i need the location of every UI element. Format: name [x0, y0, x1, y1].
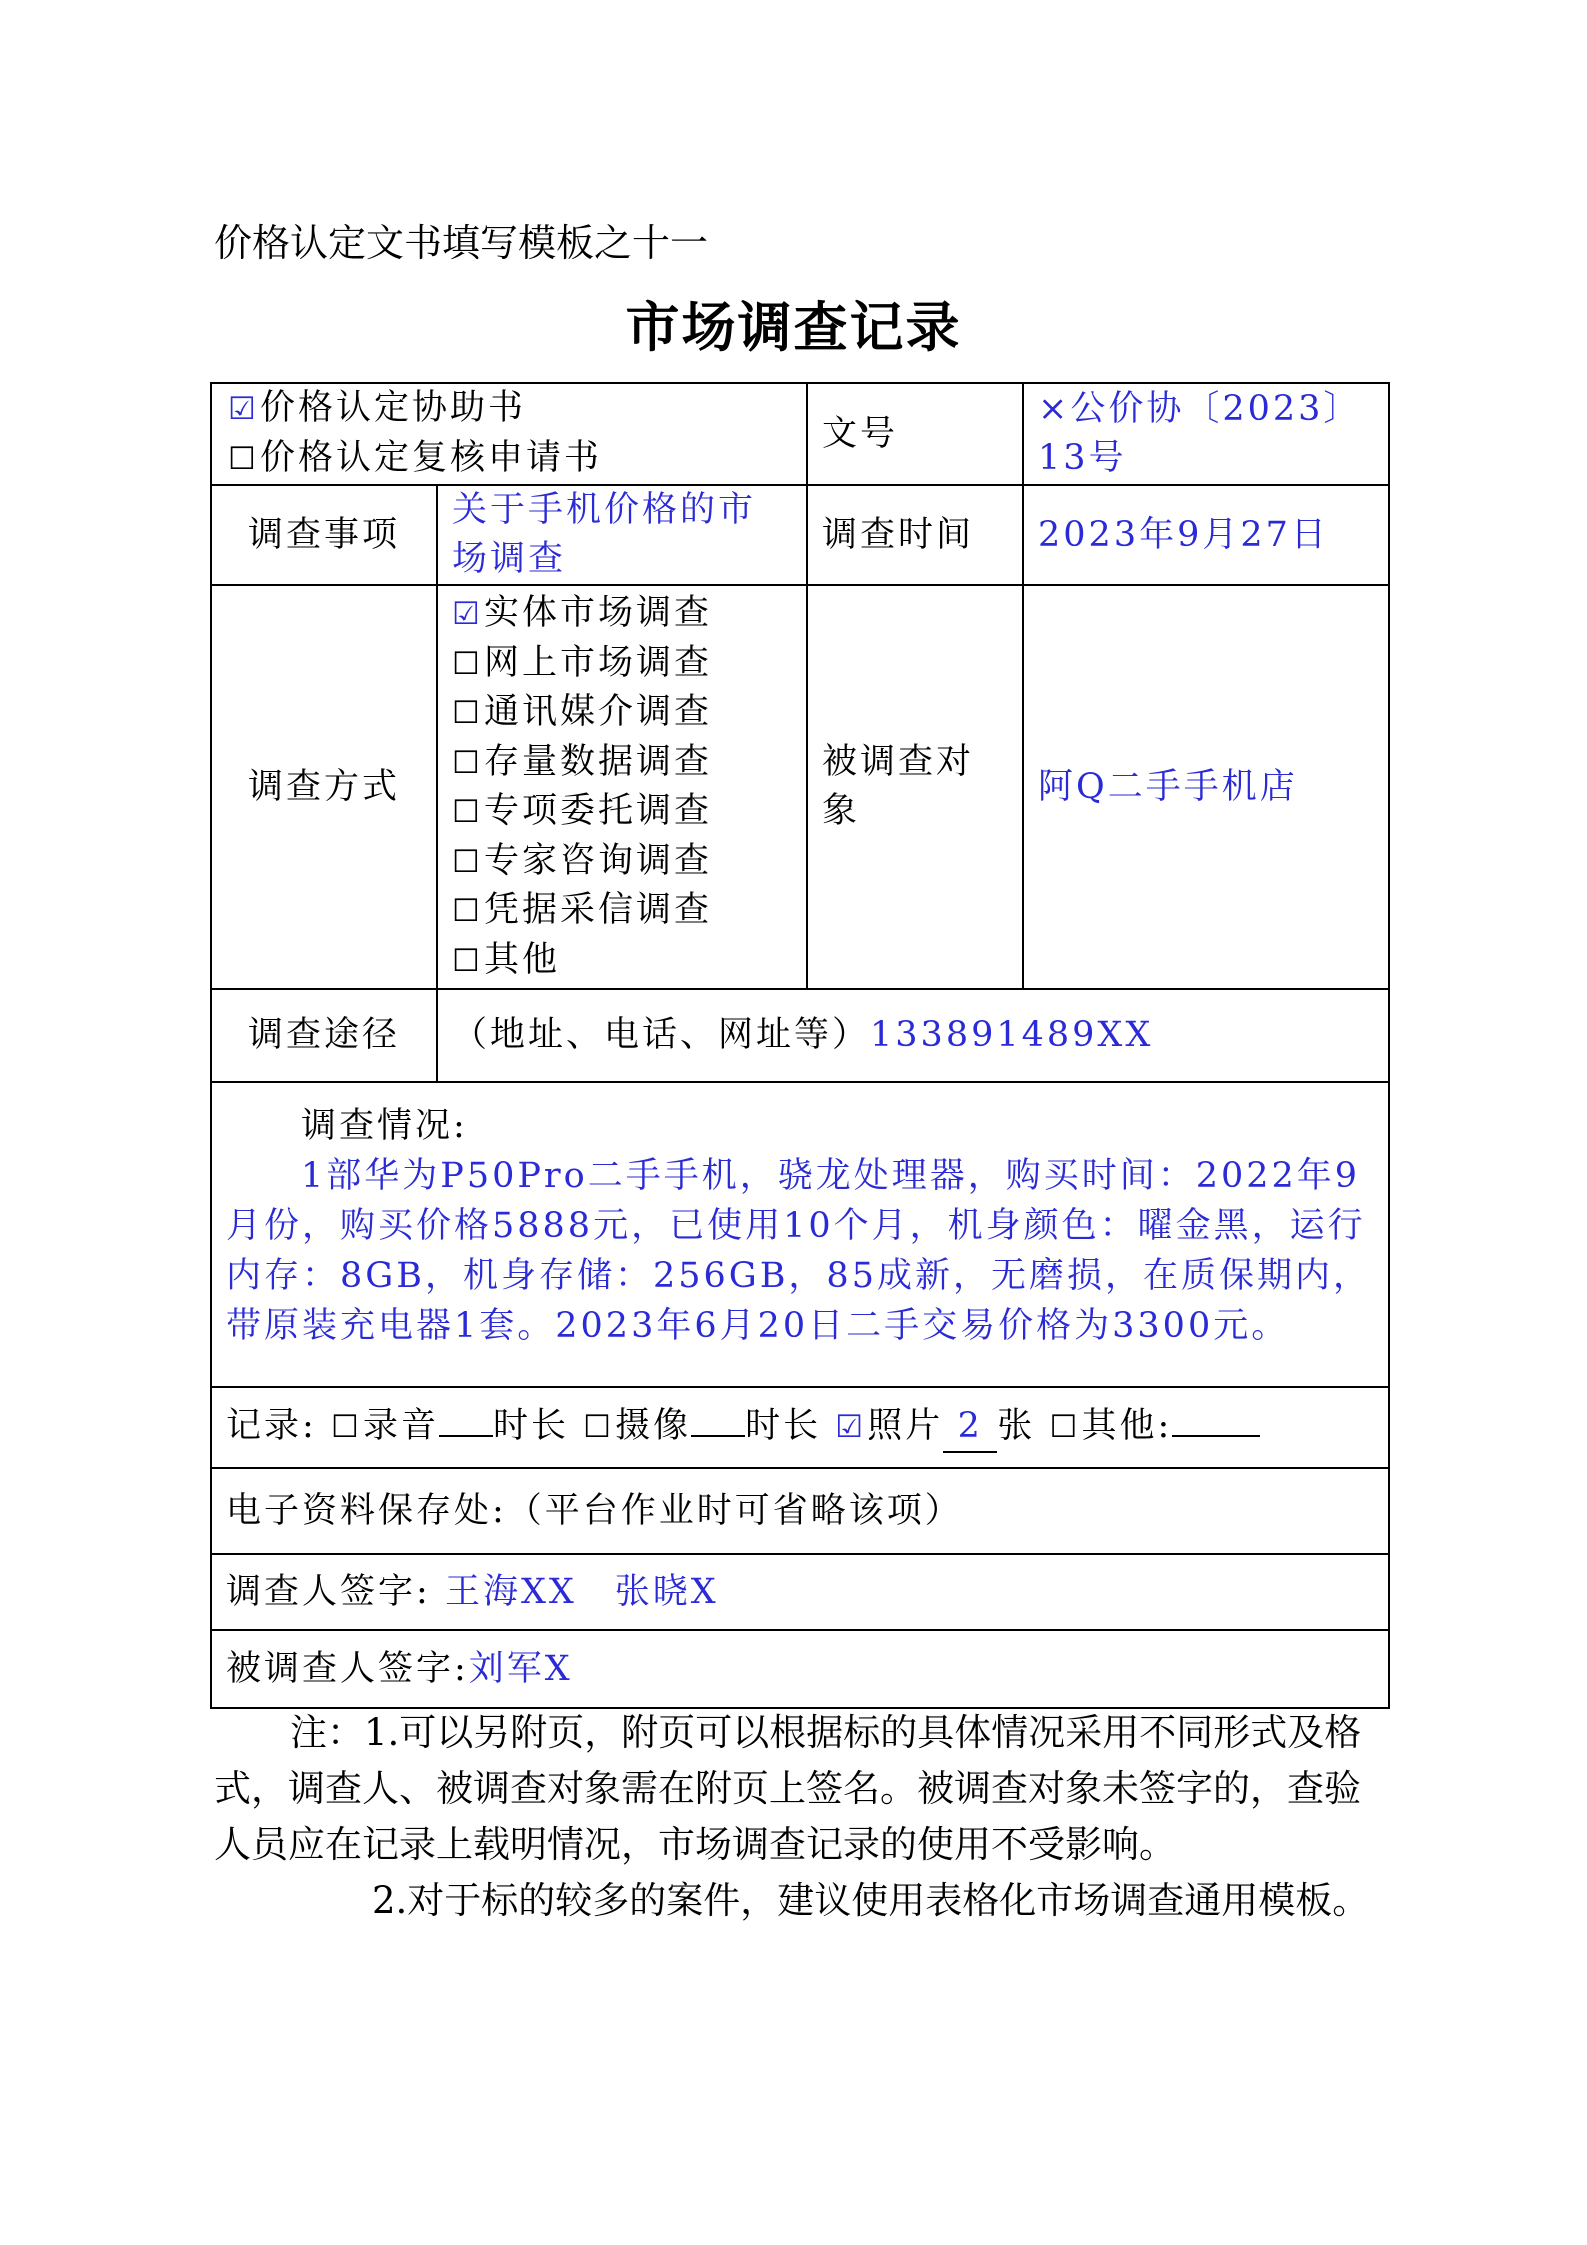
checkbox-photo-icon[interactable]: ☑: [835, 1409, 867, 1445]
row-doc-type: [211, 383, 1389, 485]
row-investigator-sign: [211, 1554, 1389, 1630]
survey-channel-value[interactable]: [437, 989, 1389, 1082]
method-label: 通讯媒介调查: [484, 692, 713, 732]
audio-label: 录音: [362, 1406, 439, 1446]
method-option[interactable]: [452, 688, 792, 738]
respondent-sign-cell[interactable]: [211, 1630, 1389, 1708]
investigator-sign-cell[interactable]: [211, 1554, 1389, 1630]
survey-method-label: 调查方式: [211, 585, 437, 989]
photo-count-field[interactable]: 2: [943, 1402, 997, 1453]
investigator-names: 王海XX 张晓X: [444, 1571, 719, 1612]
method-option[interactable]: [452, 787, 792, 837]
method-label: 其他: [484, 939, 561, 980]
checkbox-icon[interactable]: ☐: [452, 893, 483, 929]
survey-record-table: [210, 382, 1390, 1709]
survey-time-label: 调查时间: [807, 485, 1023, 585]
row-respondent-sign: [211, 1630, 1389, 1708]
respondent-sign-label: 被调查人签字:: [226, 1648, 469, 1689]
row-e-storage: [211, 1468, 1389, 1554]
method-label: 网上市场调查: [484, 642, 713, 683]
checkbox-icon[interactable]: ☐: [452, 695, 483, 731]
checkbox-icon[interactable]: ☐: [452, 744, 483, 781]
other-field[interactable]: [1172, 1435, 1260, 1437]
method-label: 凭据采信调查: [484, 890, 713, 930]
method-option[interactable]: [452, 837, 792, 887]
checkbox-icon[interactable]: ☐: [452, 843, 483, 880]
survey-situation-label: 调查情况:: [301, 1106, 468, 1146]
duration-label: 时长: [745, 1406, 822, 1446]
method-label: 实体市场调查: [484, 593, 713, 633]
video-duration-field[interactable]: [691, 1435, 745, 1437]
row-survey-situation: [211, 1082, 1389, 1387]
doc-type-label: 价格认定复核申请书: [260, 438, 603, 478]
video-label: 摄像: [615, 1406, 692, 1446]
checkbox-empty-icon[interactable]: ☐: [228, 441, 259, 477]
survey-item-value[interactable]: 关于手机价格的市场调查: [437, 485, 807, 585]
row-survey-method: [211, 585, 1389, 989]
record-label: 记录:: [226, 1406, 317, 1446]
doc-type-option-assist[interactable]: [228, 384, 792, 434]
audio-duration-field[interactable]: [439, 1435, 493, 1437]
note-2: 2.对于标的较多的案件，建议使用表格化市场调查通用模板。: [372, 1879, 1370, 1922]
survey-target-label: 被调查对象: [807, 585, 1023, 989]
method-label: 专家咨询调查: [484, 840, 713, 881]
row-record: [211, 1387, 1389, 1468]
doc-type-option-review[interactable]: [228, 434, 792, 484]
survey-target-value[interactable]: 阿Q二手手机店: [1023, 585, 1389, 989]
checkbox-other-icon[interactable]: ☐: [1049, 1409, 1081, 1445]
checkbox-icon[interactable]: ☐: [452, 645, 483, 682]
method-label: 专项委托调查: [484, 791, 713, 831]
record-cell: [211, 1387, 1389, 1468]
survey-situation-text: 1部华为P50Pro二手手机，骁龙处理器，购买时间：2022年9月份，购买价格5888元，已使用10个月，机身颜色：曜金黑，运行内存：8GB，机身存储：256GB，85成新，无磨损，在质保期内，带原装充电器1套。2023年6月20日二手交易价格为3300元。: [226, 1156, 1371, 1346]
photo-unit: 张: [997, 1406, 1036, 1446]
e-storage-cell[interactable]: 电子资料保存处:（平台作业时可省略该项）: [211, 1468, 1389, 1554]
respondent-name: 刘军X: [468, 1648, 573, 1689]
row-survey-channel: [211, 989, 1389, 1082]
method-option[interactable]: [452, 589, 792, 639]
survey-item-label: 调查事项: [211, 485, 437, 585]
page-title: 市场调查记录: [625, 295, 962, 359]
other-label: 其他:: [1081, 1406, 1173, 1446]
channel-prefix: （地址、电话、网址等）: [452, 1015, 871, 1055]
method-option[interactable]: [452, 639, 792, 689]
notes: [214, 1705, 1386, 1929]
investigator-sign-label: 调查人签字:: [226, 1571, 431, 1612]
doc-number-value[interactable]: ×公价协〔2023〕13号: [1023, 383, 1389, 485]
survey-method-options: [437, 585, 807, 989]
method-option[interactable]: [452, 738, 792, 788]
checkbox-audio-icon[interactable]: ☐: [330, 1409, 362, 1445]
photo-label: 照片: [867, 1406, 944, 1446]
checkbox-video-icon[interactable]: ☐: [583, 1409, 614, 1445]
duration-label: 时长: [492, 1406, 569, 1446]
checkbox-icon[interactable]: ☐: [452, 794, 483, 830]
method-option[interactable]: [452, 936, 792, 986]
note-1: 注：1.可以另附页，附页可以根据标的具体情况采用不同形式及格式，调查人、被调查对象需在附页上签名。被调查对象未签字的，查验人员应在记录上载明情况，市场调查记录的使用不受影响。: [214, 1711, 1362, 1866]
document-heading: 价格认定文书填写模板之十一: [214, 221, 709, 265]
row-survey-item: [211, 485, 1389, 585]
doc-type-label: 价格认定协助书: [260, 388, 527, 428]
channel-value: 133891489XX: [870, 1015, 1154, 1055]
survey-time-value[interactable]: 2023年9月27日: [1023, 485, 1389, 585]
doc-type-cell: [211, 383, 807, 485]
checkbox-icon[interactable]: ☐: [452, 942, 483, 979]
doc-number-label: 文号: [807, 383, 1023, 485]
survey-situation-cell[interactable]: [211, 1082, 1389, 1387]
checkbox-icon[interactable]: ☑: [452, 596, 483, 632]
method-label: 存量数据调查: [484, 741, 713, 782]
checkbox-checked-icon[interactable]: ☑: [228, 391, 259, 427]
method-option[interactable]: [452, 886, 792, 936]
survey-channel-label: 调查途径: [211, 989, 437, 1082]
